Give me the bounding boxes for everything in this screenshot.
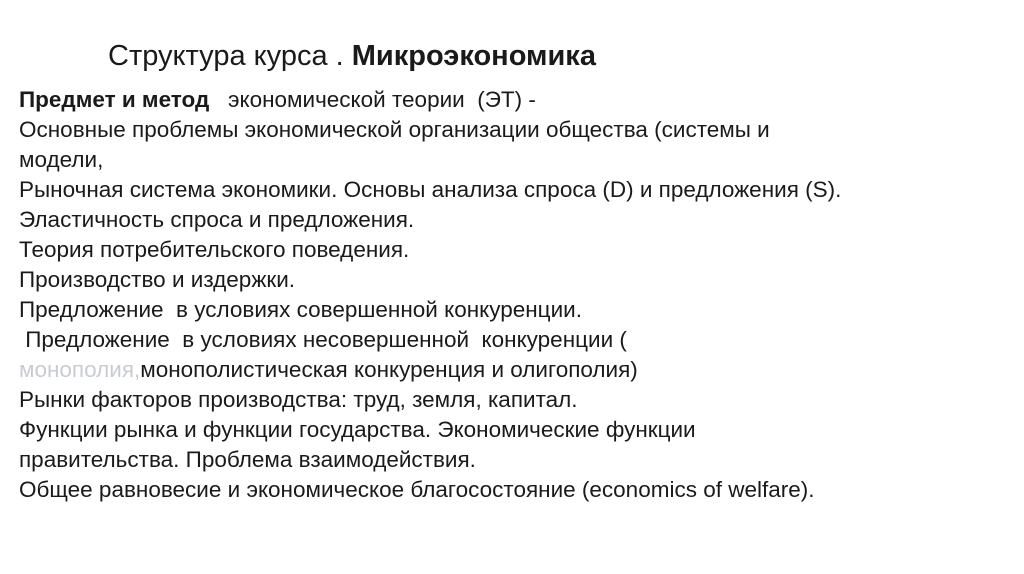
- course-topics: [19, 85, 1009, 505]
- topic-line-2: Основные проблемы экономической организации общества (системы и: [19, 117, 770, 142]
- topic-line-10: [19, 355, 1009, 385]
- title-regular: Структура курса .: [108, 40, 352, 72]
- topic-line-7: Производство и издержки.: [19, 267, 296, 292]
- topic-line-1: [19, 85, 1009, 115]
- topic-line-1-rest: экономической теории (ЭТ) -: [209, 87, 536, 112]
- topic-line-6: Теория потребительского поведения.: [19, 237, 410, 262]
- topic-line-10-muted: монополия,: [19, 357, 141, 382]
- topic-line-12: Функции рынка и функции государства. Экономические функции: [19, 417, 696, 442]
- topic-line-8: Предложение в условиях совершенной конкуренции.: [19, 297, 582, 322]
- topic-line-14: Общее равновесие и экономическое благосостояние (economics of welfare).: [19, 477, 815, 502]
- topic-line-5: Эластичность спроса и предложения.: [19, 207, 415, 232]
- topic-line-1-bold: Предмет и метод: [19, 87, 210, 112]
- topic-line-11: Рынки факторов производства: труд, земля, капитал.: [19, 387, 578, 412]
- topic-line-9: Предложение в условиях несовершенной конкуренции (: [19, 327, 627, 352]
- topic-line-13: правительства. Проблема взаимодействия.: [19, 447, 476, 472]
- topic-line-10-rest: монополистическая конкуренция и олигополия): [140, 357, 638, 382]
- topic-line-4: Рыночная система экономики. Основы анализа спроса (D) и предложения (S).: [19, 177, 842, 202]
- topic-line-3: модели,: [19, 147, 104, 172]
- title-bold: Микроэкономика: [351, 40, 596, 72]
- slide-title: [108, 36, 596, 76]
